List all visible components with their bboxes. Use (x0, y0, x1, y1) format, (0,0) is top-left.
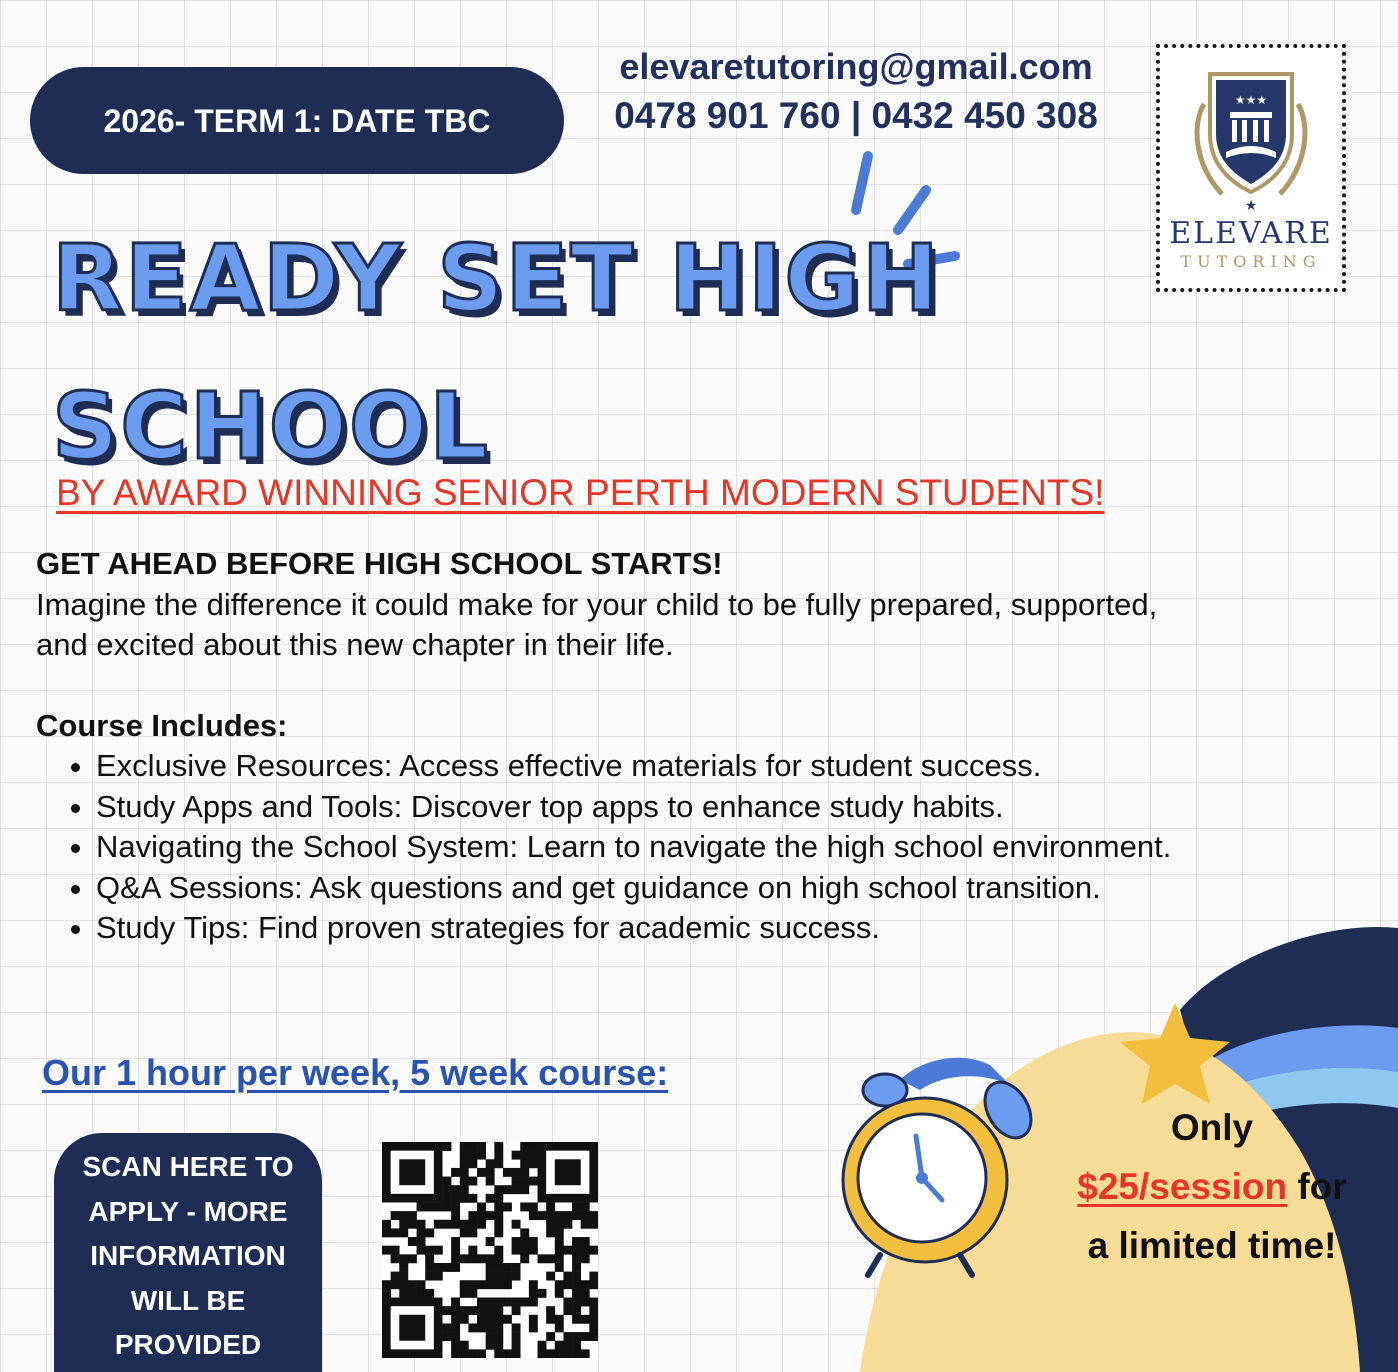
svg-text:★: ★ (1244, 198, 1258, 212)
contact-info (586, 44, 1126, 142)
title-line-2: SCHOOL (52, 373, 490, 480)
list-item: • Study Apps and Tools: Discover top apps to enhance study habits. (96, 787, 1212, 828)
term-date-text: 2026- TERM 1: DATE TBC (103, 102, 491, 139)
subtitle: BY AWARD WINNING SENIOR PERTH MODERN STUDENTS! (56, 472, 1105, 513)
page-title (52, 205, 952, 501)
list-item: • Study Tips: Find proven strategies for academic success. (96, 908, 1212, 949)
course-heading: Course Includes: (36, 707, 288, 743)
logo-name: ELEVARE (1169, 216, 1333, 251)
intro-lead: GET AHEAD BEFORE HIGH SCHOOL STARTS! (36, 546, 723, 581)
qr-code[interactable] (382, 1142, 598, 1358)
course-description (36, 544, 1212, 949)
course-duration-link[interactable]: Our 1 hour per week, 5 week course: (42, 1052, 669, 1093)
svg-text:★★★: ★★★ (1234, 93, 1268, 107)
list-item: • Q&A Sessions: Ask questions and get guidance on high school transition. (96, 868, 1212, 909)
list-item: • Navigating the School System: Learn to navigate the high school environment. (96, 827, 1212, 868)
price-amount: $25/session (1077, 1166, 1288, 1207)
price-for: for (1297, 1166, 1347, 1207)
title-line-1: READY SET HIGH (52, 225, 941, 332)
intro-text: Imagine the difference it could make for your child to be fully prepared, supported, and excited about this new chapter in their life. (36, 586, 1158, 662)
price-line-2 (1052, 1157, 1372, 1216)
price-offer (1052, 1098, 1372, 1275)
email-link[interactable]: elevaretutoring@gmail.com (619, 46, 1093, 87)
logo-subtitle: TUTORING (1180, 252, 1322, 271)
scan-text: SCAN HERE TO APPLY - MORE INFORMATION WILL BE PROVIDED (82, 1151, 294, 1360)
term-date-badge (30, 67, 564, 174)
scan-to-apply-badge (54, 1133, 322, 1372)
price-line-1: Only (1170, 1107, 1254, 1148)
phone-numbers[interactable]: 0478 901 760 | 0432 450 308 (614, 95, 1098, 136)
list-item: • Exclusive Resources: Access effective materials for student success. (96, 746, 1212, 787)
price-line-3: a limited time! (1087, 1225, 1337, 1266)
course-list (36, 746, 1212, 949)
logo (1156, 44, 1346, 292)
shield-logo-icon (1182, 64, 1320, 212)
